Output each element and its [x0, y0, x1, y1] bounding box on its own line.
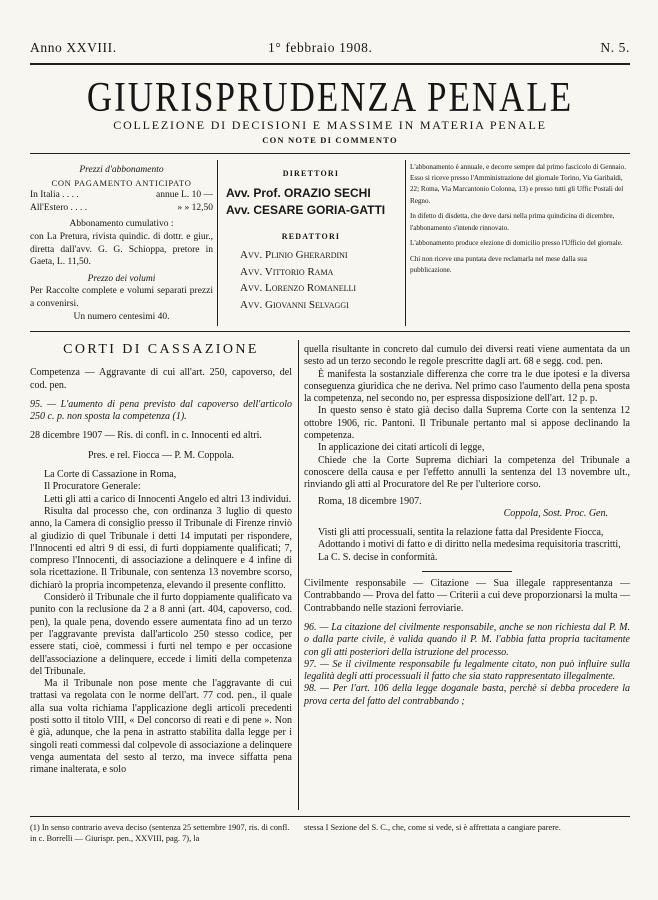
editor-3: Avv. Lorenzo Romanelli: [240, 282, 357, 295]
top-rule: [30, 63, 630, 65]
paragraph: Chiede che la Corte Suprema dichiari la competenza del Tribunale a conoscere della causa e per l'effetto annulli la sentenza del 13 novembre ult., rinviando gli atti al Procuratore del Re per l'ulteriore corso.: [304, 454, 630, 491]
journal-note: CON NOTE DI COMMENTO: [262, 135, 398, 145]
cumulative-text: con La Pretura, rivista quindic. di dottr. e giur., diretta dall'avv. G. G. Schioppa, pretore in Gaeta, L. 11,50.: [30, 231, 213, 268]
left-column: [30, 344, 292, 777]
paragraph: Adottando i motivi di fatto e di diritto nella medesima requisitoria trascritti,: [318, 539, 621, 551]
editor-4: Avv. Giovanni Selvaggi: [240, 298, 349, 311]
year-label: Anno XXVIII.: [30, 40, 117, 55]
box-separator-2: [405, 160, 406, 326]
paragraph: quella risultante in concreto dal cumulo dei diversi reati viene aumentata da un sesto ad un terzo secondo le regole prescritte dagli art. 68 e segg. cod. pen.: [304, 344, 630, 368]
paragraph: Considerò il Tribunale che il furto doppiamente qualificato va punito con la reclusione da 2 a 8 anni (art. 404, capoverso, cod. pen), la quale pena, dovendo essere aumentata fino ad un terzo per l'aggravante prevista dall'articolo 250 stesso codice, per essere stati, cioè, commessi i furti nel tempo e per occasione dell'associazione a delinquere, eccede i limiti della competenza del Tribunale.: [30, 592, 292, 677]
journal-subtitle: COLLEZIONE DI DECISIONI E MASSIME IN MATERIA PENALE: [113, 118, 547, 132]
volumes-text: Per Raccolte complete e volumi separati prezzi a convenirsi.: [30, 286, 213, 309]
subscription-info: [410, 162, 630, 281]
paragraph: Visti gli atti processuali, sentita la relazione fatta dal Presidente Fiocca,: [318, 527, 604, 539]
date-label: 1° febbraio 1908.: [268, 40, 373, 55]
editorial-staff: [222, 164, 400, 313]
masthead-rule: [30, 153, 630, 154]
box-separator-1: [217, 160, 218, 326]
info-paragraph: L'abbonamento è annuale, e decorre sempre dal primo fascicolo di Gennaio. Esso si riceve presso l'Amministrazione del giornale Torino, Via Garibaldi, 22; Roma, Via Marcantonio Colonna, 13) e presso tutti gli Uffic Postali del Regno.: [410, 163, 626, 205]
editor-1: Avv. Plinio Gherardini: [240, 249, 348, 262]
maxim-96: 96. — La citazione del civilmente responsabile, anche se non richiesta dal P. M. o dalla parte civile, è valida quando il P. M. l'abbia fatta propria tacitamente con gli atti posteriori della istruzione del processo.: [304, 621, 630, 658]
signature: Coppola, Sost. Proc. Gen.: [503, 507, 608, 519]
place-date: Roma, 18 dicembre 1907.: [318, 495, 422, 507]
volumes-heading: Prezzo dei volumi: [87, 273, 156, 284]
paragraph: La Corte di Cassazione in Roma,: [44, 469, 177, 481]
paragraph: In questo senso è stato già deciso dalla Suprema Corte con la sentenza 12 ottobre 1906, ric. Pantoni. Il Tribunale pertanto mal si appose declinando la competenza.: [304, 405, 630, 442]
paragraph: Il Procuratore Generale:: [44, 481, 141, 493]
footnote-right: stessa I Sezione del S. C., che, come si vede, si è affrettata a cangiare parere.: [304, 823, 561, 832]
price-abroad: All'Estero . . . . » » 12,50: [30, 202, 213, 213]
footnote-left: (1) In senso contrario aveva deciso (sentenza 25 settembre 1907, ris. di confl. in c. Borrelli — Giurispr. pen., XXVIII, pag. 7), la: [30, 823, 290, 843]
editor-2: Avv. Vittorio Rama: [240, 265, 334, 278]
info-paragraph: Chi non riceve una puntata deve reclamarla nel mese dalla sua pubblicazione.: [410, 254, 587, 275]
section-title: CORTI DI CASSAZIONE: [63, 342, 259, 357]
prices-heading: Prezzi d'abbonamento: [79, 165, 164, 175]
editors-heading: REDATTORI: [281, 231, 341, 241]
paragraph: Letti gli atti a carico di Innocenti Angelo ed altri 13 individui.: [44, 493, 292, 505]
directors-heading: DIRETTORI: [282, 169, 340, 178]
single-issue-price: Un numero centesimi 40.: [73, 311, 170, 322]
case-president: Pres. e rel. Fiocca — P. M. Coppola.: [87, 449, 235, 461]
price-italy: In Italia . . . . annue L. 10 —: [30, 190, 213, 201]
case-summary: Competenza — Aggravante di cui all'art. 250, capoverso, del cod. pen.: [30, 367, 292, 391]
case-line: 28 dicembre 1907 — Ris. di confl. in c. Innocenti ed altri.: [30, 430, 262, 442]
director-2: Avv. CESARE GORIA-GATTI: [226, 202, 386, 217]
right-column: [304, 344, 630, 708]
case-summary-2: Civilmente responsabile — Citazione — Sua illegale rappresentanza — Contrabbando — Prova del fatto — Criterii a cui deve proporzionarsi la multa — Contrabbando nelle stazioni ferroviarie.: [304, 578, 630, 614]
maxim-97: 97. — Se il civilmente responsabile fu legalmente citato, non può influire sulla legalità degli atti processuali il fatto che sia stato rappresentato illegalmente.: [304, 658, 630, 683]
boxes-bottom-rule: [30, 331, 630, 332]
paragraph: La C. S. decise in conformità.: [318, 551, 438, 563]
info-paragraph: L'abbonamento produce elezione di domicilio presso l'Ufficio del giornale.: [410, 239, 623, 248]
issue-header: [30, 40, 630, 56]
advance-payment: CON PAGAMENTO ANTICIPATO: [51, 177, 192, 188]
info-paragraph: In difetto di disdetta, che deve darsi nella prima quindicina di dicembre, l'abbonamento s'intende rinnovato.: [410, 212, 615, 232]
paragraph: In applicazione dei citati articoli di legge,: [318, 442, 485, 454]
journal-title: GIURISPRUDENZA PENALE: [86, 74, 574, 121]
paragraph: Risulta dal processo che, con ordinanza 3 luglio di questo anno, la Camera di consiglio presso il Tribunale di Firenze rinviò al giudizio di quel Tribunale i detti 14 imputati per rispondere, l'Innocenti ed altri 9 di essi, di furti doppiamente qualificati; 7, compreso l'Innocenti, di associazione a delinquere e 4 infine di sola ricettazione. Il Tribunale, con sentenza 13 novembre scorso, dichiarò la propria incompetenza, elevando il presente conflitto.: [30, 505, 292, 591]
section-divider: [304, 564, 630, 578]
paragraph: Ma il Tribunale non pose mente che l'aggravante di cui trattasi va regolata con le norme dell'art. 77 cod. pen., il quale alla sua volta richiama l'applicazione degli articoli precedenti posti sotto il titolo VIII, « Del concorso di reati e di pene ». Non è già, adunque, che la pena in astratto stabilita dalla legge per i singoli reati commessi dal colpevole di associazione a delinquere venga aumentata del sesto al terzo, ma invece siffatta pena rimane inalterata, e solo: [30, 678, 292, 776]
director-1: Avv. Prof. ORAZIO SECHI: [226, 185, 371, 200]
maxim-98: 98. — Per l'art. 106 della legge doganale basta, perchè si debba procedere la prova certa del fatto del contrabbando ;: [304, 683, 630, 707]
footnote-rule: [30, 816, 630, 817]
paragraph: È manifesta la sostanziale differenza che corre tra le due ipotesi e la diversa conseguenza giuridica che ne deriva. Nel primo caso l'aumento della pena sposta la competenza, nel secondo no, per espressa disposizione dell'art. 12 p. p.: [304, 368, 630, 405]
cumulative-heading: Abbonamento cumulativo :: [69, 219, 174, 230]
maxim-95: 95. — L'aumento di pena previsto dal capoverso dell'articolo 250 c. p. non sposta la competenza (1).: [30, 398, 292, 423]
subscription-prices: [30, 164, 213, 323]
column-separator: [298, 340, 299, 810]
issue-number: N. 5.: [600, 40, 630, 55]
